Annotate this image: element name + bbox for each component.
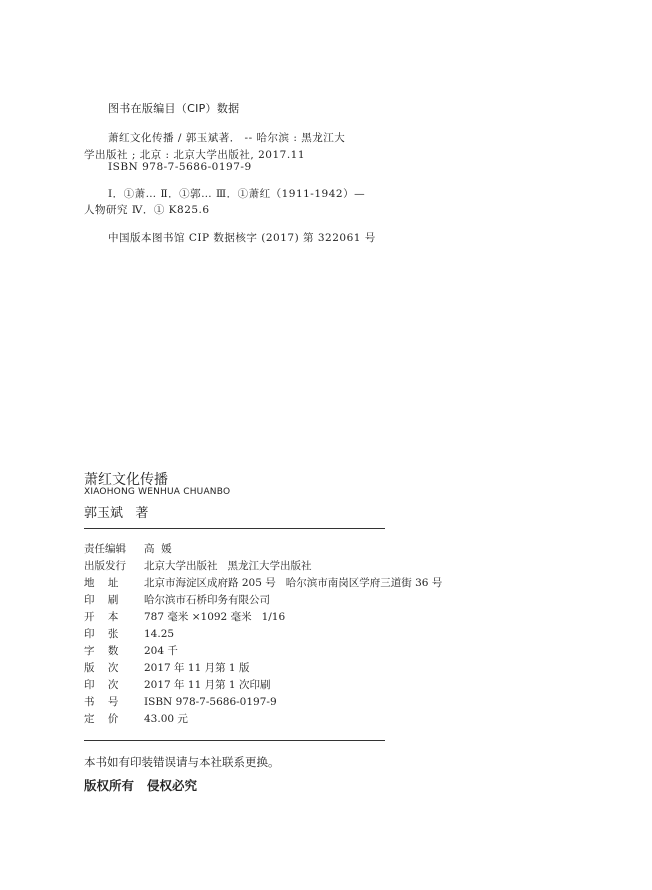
cip-classification-line-2: 人物研究 Ⅳ．① K825.6 bbox=[84, 204, 210, 216]
imprint-row-address bbox=[84, 575, 442, 590]
imprint-label: 印 次 bbox=[84, 679, 119, 691]
imprint-value: 204 千 bbox=[144, 645, 178, 657]
imprint-label: 定 价 bbox=[84, 713, 119, 725]
imprint-value: 2017 年 11 月第 1 次印刷 bbox=[144, 679, 271, 691]
imprint-row-isbn bbox=[84, 694, 277, 709]
divider-bottom bbox=[84, 740, 385, 741]
imprint-label: 印 刷 bbox=[84, 594, 119, 606]
imprint-label: 印 张 bbox=[84, 628, 119, 640]
imprint-row-sheets bbox=[84, 626, 174, 641]
imprint-row-editor bbox=[84, 541, 172, 556]
imprint-row-publisher bbox=[84, 558, 312, 573]
imprint-value: 787 毫米 ×1092 毫米 1/16 bbox=[144, 611, 286, 623]
imprint-value: 北京市海淀区成府路 205 号 哈尔滨市南岗区学府三道街 36 号 bbox=[144, 577, 443, 589]
imprint-row-printer bbox=[84, 592, 270, 607]
imprint-label: 字 数 bbox=[84, 645, 119, 657]
cip-record-number: 中国版本图书馆 CIP 数据核字 (2017) 第 322061 号 bbox=[108, 232, 376, 244]
imprint-row-edition bbox=[84, 660, 249, 675]
imprint-value: 北京大学出版社 黑龙江大学出版社 bbox=[144, 560, 312, 572]
cip-isbn: ISBN 978-7-5686-0197-9 bbox=[108, 161, 252, 173]
imprint-value: 14.25 bbox=[144, 628, 175, 640]
imprint-label: 责任编辑 bbox=[84, 543, 126, 555]
imprint-row-printing bbox=[84, 677, 270, 692]
cip-line-2: 学出版社 ; 北京 : 北京大学出版社, 2017.11 bbox=[84, 149, 306, 161]
cip-classification-line-1: Ⅰ．①萧… Ⅱ．①郭… Ⅲ．①萧红（1911-1942）— bbox=[108, 188, 366, 200]
imprint-row-price bbox=[84, 711, 188, 726]
imprint-label: 开 本 bbox=[84, 611, 119, 623]
imprint-row-format bbox=[84, 609, 285, 624]
cip-heading: 图书在版编目（CIP）数据 bbox=[108, 102, 240, 115]
rights-statement: 版权所有 侵权必究 bbox=[84, 778, 198, 793]
imprint-label: 出版发行 bbox=[84, 560, 126, 572]
imprint-label: 书 号 bbox=[84, 696, 119, 708]
imprint-value: 43.00 元 bbox=[144, 713, 188, 725]
misprint-notice: 本书如有印装错误请与本社联系更换。 bbox=[84, 755, 280, 769]
cip-line-1: 萧红文化传播 / 郭玉斌著． -- 哈尔滨 : 黑龙江大 bbox=[108, 132, 346, 144]
imprint-label: 版 次 bbox=[84, 662, 119, 674]
imprint-value: 2017 年 11 月第 1 版 bbox=[144, 662, 250, 674]
imprint-row-word-count bbox=[84, 643, 178, 658]
imprint-value: ISBN 978-7-5686-0197-9 bbox=[144, 696, 277, 708]
book-author: 郭玉斌 著 bbox=[84, 506, 149, 521]
imprint-label: 地 址 bbox=[84, 577, 119, 589]
imprint-value: 高 媛 bbox=[144, 543, 172, 555]
imprint-value: 哈尔滨市石桥印务有限公司 bbox=[144, 594, 270, 606]
book-pinyin-title: XIAOHONG WENHUA CHUANBO bbox=[84, 487, 231, 497]
book-title: 萧红文化传播 bbox=[84, 472, 168, 488]
divider-top bbox=[84, 528, 385, 529]
